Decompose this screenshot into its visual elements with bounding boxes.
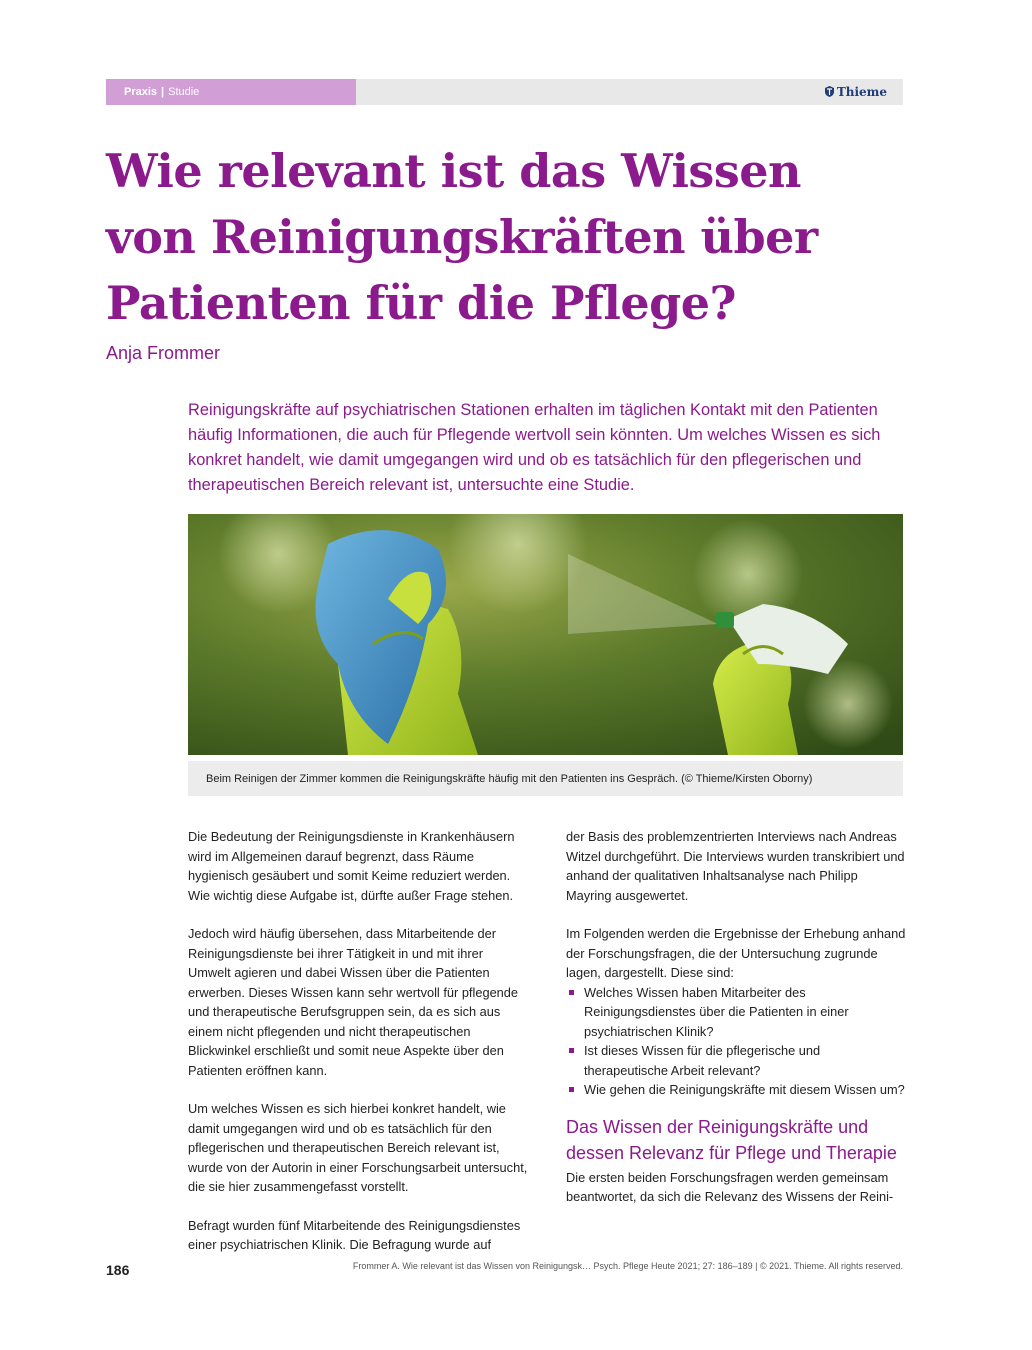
body-paragraph: Um welches Wissen es sich hierbei konkret handelt, wie damit umgegangen wird und ob es tatsächlich für den pflegerischen und therapeutischen Bereich relevant ist, wurde von der Autorin in einer Forschungsarbeit untersucht, die sie hier zusammengefasst vorstellt. [188, 1101, 528, 1194]
list-item [566, 1080, 906, 1100]
body-paragraph: Jedoch wird häufig übersehen, dass Mitarbeitende der Reinigungsdienste bei ihrer Tätigkeit in und mit ihrer Umwelt agieren und dabei Wissen über die Patienten erwerben. Dieses Wissen kann sehr wertvoll für pflegende und therapeutische Berufsgruppen sein, da es sich aus einem nicht pflegenden und nicht therapeutischen Blickwinkel erschließt und somit neue Aspekte über den Patienten eröffnen kann. [188, 926, 519, 1078]
section-heading: Das Wissen der Reinigungskräfte und dessen Relevanz für Pflege und Therapie [566, 1116, 897, 1163]
body-paragraph: Befragt wurden fünf Mitarbeitende des Reinigungsdienstes einer psychiatrischen Klinik. Die Befragung wurde auf [188, 1217, 521, 1252]
article-author: Anja Frommer [106, 343, 221, 363]
body-column-left [188, 827, 528, 1255]
article-lead: Reinigungskräfte auf psychiatrischen Stationen erhalten im täglichen Kontakt mit den Patienten häufig Informationen, die auch für Pflegende wertvoll sein könnten. Um welches Wissen es sich konkret handelt, wie damit umgegangen wird und ob es tatsächlich für den pflegerischen und therapeutischen Bereich relevant ist, untersuchte eine Studie. [188, 401, 881, 494]
list-item [566, 1041, 906, 1080]
publisher-name: Thieme [836, 85, 887, 99]
publisher-logo [825, 79, 887, 105]
cleaning-photo [188, 514, 903, 755]
section-label [106, 79, 356, 105]
page-number: 186 [106, 1262, 130, 1278]
header-bar [106, 79, 903, 105]
research-questions-list [566, 983, 906, 1100]
body-paragraph: Im Folgenden werden die Ergebnisse der Erhebung anhand der Forschungsfragen, die der Untersuchung zugrunde lagen, dargestellt. Diese sind: [566, 926, 906, 980]
list-item-text: Welches Wissen haben Mitarbeiter des Reinigungsdienstes über die Patienten in einer psychiatrischen Klinik? [584, 984, 849, 1039]
section-separator: | [161, 86, 165, 98]
thieme-logo-icon [825, 86, 834, 97]
subsection-name: Studie [168, 86, 200, 98]
bullet-marker [569, 990, 574, 995]
footer-citation: Frommer A. Wie relevant ist das Wissen von Reinigungsk… Psych. Pflege Heute 2021; 27: 186–189 | © 2021. Thieme. All rights reserved. [352, 1261, 903, 1271]
body-paragraph: der Basis des problemzentrierten Interviews nach Andreas Witzel durchgeführt. Die Interviews wurden transkribiert und anhand der qualitativen Inhaltsanalyse nach Philipp Mayring ausgewertet. [566, 829, 905, 903]
figure-caption: Beim Reinigen der Zimmer kommen die Reinigungskräfte häufig mit den Patienten ins Gespräch. (© Thieme/Kirsten Oborny) [188, 761, 903, 796]
article-photo [188, 514, 903, 755]
bullet-marker [569, 1048, 574, 1053]
list-item-text: Ist dieses Wissen für die pflegerische und therapeutische Arbeit relevant? [584, 1043, 821, 1078]
article-title: Wie relevant ist das Wissen von Reinigungskräften über Patienten für die Pflege? [106, 144, 818, 330]
bullet-marker [569, 1087, 574, 1092]
body-paragraph: Die ersten beiden Forschungsfragen werden gemeinsam beantwortet, da sich die Relevanz des Wissens der Reini- [566, 1169, 894, 1204]
section-name: Praxis [124, 86, 158, 98]
list-item [566, 983, 906, 1042]
body-paragraph: Die Bedeutung der Reinigungsdienste in Krankenhäusern wird im Allgemeinen darauf begrenzt, dass Räume hygienisch gesäubert und somit Keime reduziert werden. Wie wichtig diese Aufgabe ist, dürfte außer Frage stehen. [188, 829, 515, 903]
list-item-text: Wie gehen die Reinigungskräfte mit diesem Wissen um? [584, 1082, 905, 1097]
body-column-right [566, 827, 906, 1207]
